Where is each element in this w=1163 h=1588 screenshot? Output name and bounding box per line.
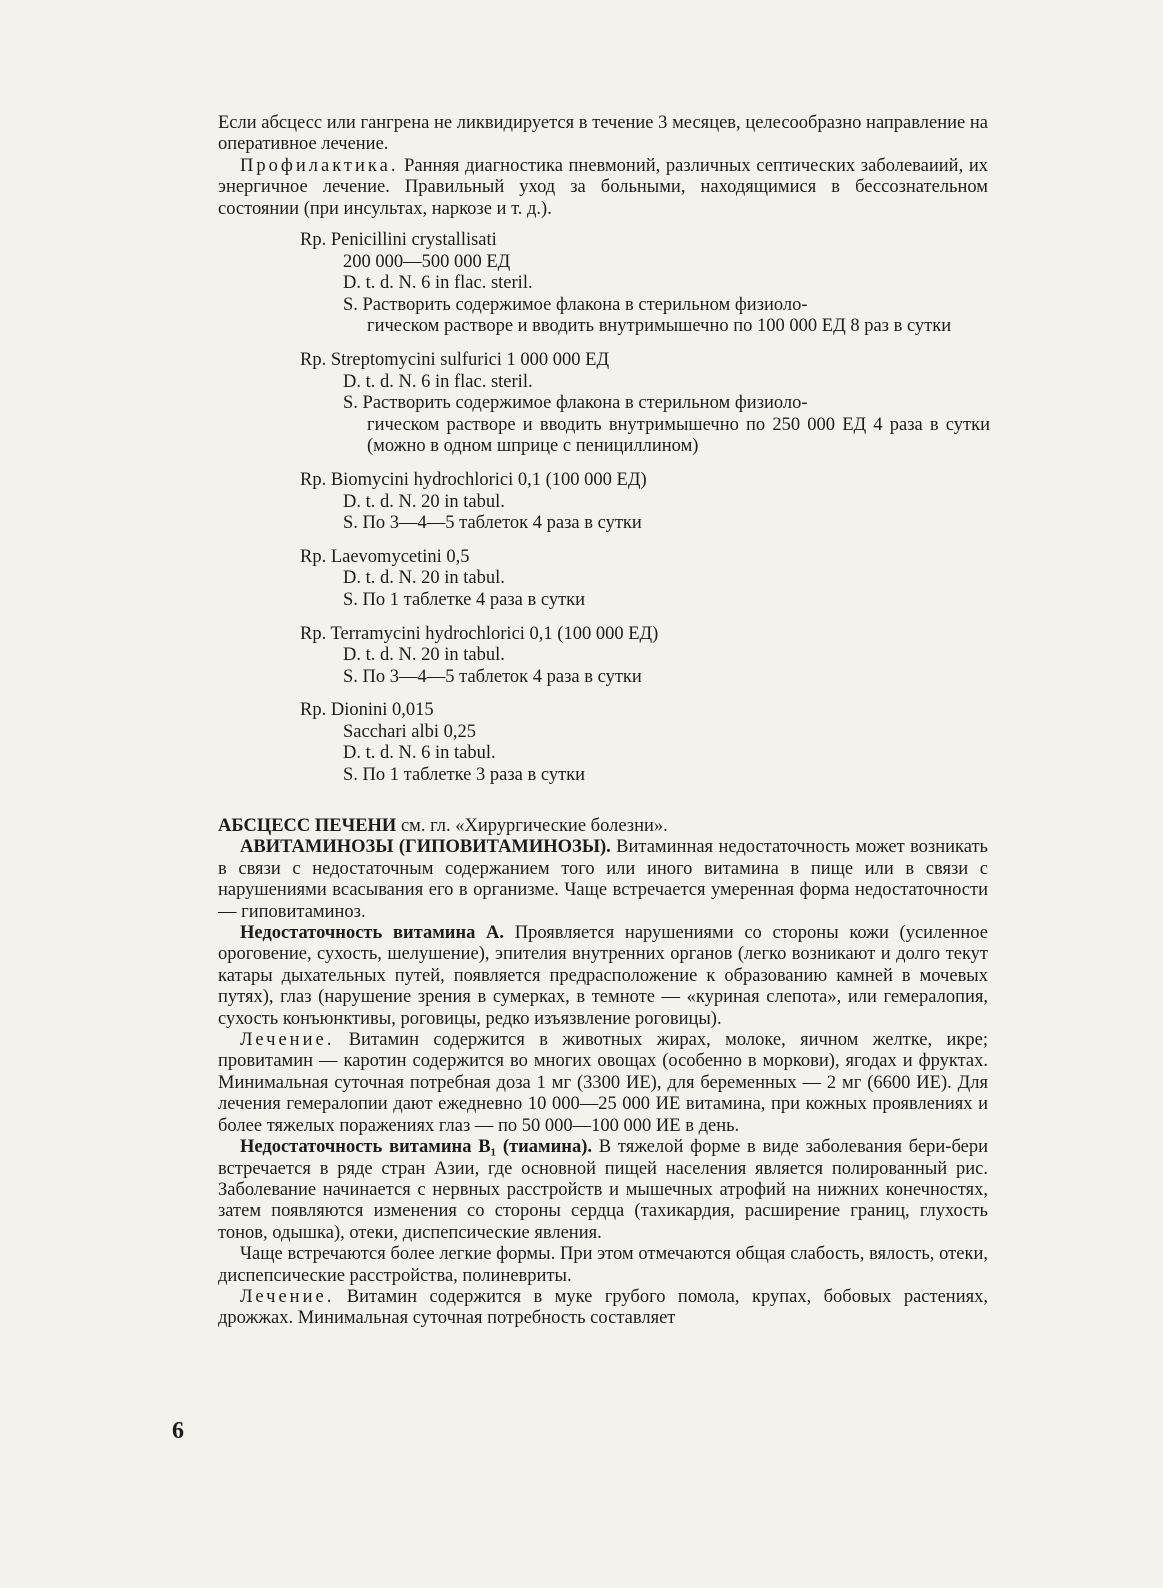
treatment-label: Лечение.	[240, 1030, 335, 1051]
avitaminosis-heading: АВИТАМИНОЗЫ (ГИПОВИТАМИНОЗЫ).	[240, 837, 611, 858]
rx-sig-rest: гическом растворе и вводить внутримышечно по 100 000 ЕД 8 раз в сутки	[367, 316, 952, 337]
rx-line: Sacchari albi 0,25	[343, 721, 477, 742]
prescription-terramycin	[300, 624, 990, 689]
vitamin-a-heading: Недостаточность витамина А.	[240, 923, 505, 944]
rx-sig-first: S. Растворить содержимое флакона в стерильном физиоло-	[343, 294, 808, 315]
prescriptions-list	[300, 230, 990, 799]
rx-line: Rp. Terramycini hydrochlorici 0,1 (100 000 ЕД)	[300, 623, 659, 644]
rx-line: D. t. d. N. 6 in flac. steril.	[343, 273, 533, 294]
main-text	[218, 816, 988, 1330]
rx-signature	[300, 393, 990, 458]
treatment-b1-text: Витамин содержится в муке грубого помола, крупах, бобовых растениях, дрожжах. Минимальная суточная потребность составляет	[218, 1286, 988, 1329]
treatment-b1-paragraph	[218, 1287, 988, 1330]
rx-signature: S. По 1 таблетке 4 раза в сутки	[343, 589, 586, 610]
rx-line: Rp. Streptomycini sulfurici 1 000 000 ЕД	[300, 349, 610, 370]
prescription-biomycin	[300, 470, 990, 535]
rx-line: D. t. d. N. 6 in flac. steril.	[343, 371, 533, 392]
avitaminosis-paragraph	[218, 837, 988, 923]
rx-sig-rest: гическом растворе и вводить внутримышечно по 250 000 ЕД 4 раза в сутки (можно в одном шприце с пенициллином)	[367, 414, 990, 457]
page-number: 6	[172, 1418, 184, 1444]
rx-line: Rp. Biomycini hydrochlorici 0,1 (100 000 ЕД)	[300, 469, 647, 490]
rx-line: Rp. Laevomycetini 0,5	[300, 546, 470, 567]
vitamin-b1-heading: Недостаточность витамина В₁ (тиамина).	[240, 1137, 593, 1158]
vitamin-b1-paragraph	[218, 1137, 988, 1244]
rx-line: D. t. d. N. 6 in tabul.	[343, 743, 496, 764]
treatment-a-text: Витамин содержится в животных жирах, молоке, яичном желтке, икре; провитамин — каротин содержится во многих овощах (особенно в моркови), ягодах и фруктах. Минимальная суточная потребная доза 1 мг (3300 ИЕ), для беременных — 2 мг (6600 ИЕ). Для лечения гемералопии дают ежедневно 10 000—25 000 ИЕ витамина, при кожных проявлениях и более тяжелых поражениях глаз — по 50 000—100 000 ИЕ в день.	[218, 1030, 988, 1136]
rx-signature: S. По 3—4—5 таблеток 4 раза в сутки	[343, 513, 642, 534]
treatment-a-paragraph	[218, 1030, 988, 1137]
prescription-penicillin	[300, 230, 990, 338]
abscess-heading: АБСЦЕСС ПЕЧЕНИ	[218, 816, 397, 836]
vitamin-a-text: Проявляется нарушениями со стороны кожи (усиленное ороговение, сухость, шелушение), эпителия внутренних органов (легко возникают и долго текут катары дыхательных путей, появляется предрасположение к образованию камней в мочевых путях), глаз (нарушение зрения в сумерках, в темноте — «куриная слепота», или гемералопия, сухость конъюнктивы, роговицы, редко изъязвление роговицы).	[218, 923, 988, 1029]
treatment-label: Лечение.	[240, 1286, 335, 1307]
rx-signature	[300, 295, 990, 338]
rx-line: Rp. Penicillini crystallisati	[300, 230, 497, 250]
prescription-dionin	[300, 700, 990, 786]
prescription-streptomycin	[300, 350, 990, 458]
rx-line: D. t. d. N. 20 in tabul.	[343, 568, 505, 589]
b1-mild-paragraph: Чаще встречаются более легкие формы. При этом отмечаются общая слабость, вялость, отеки, диспепсические расстройства, полиневриты.	[218, 1244, 988, 1286]
vitamin-b1-text: В тяжелой форме в виде заболевания бери-бери встречается в ряде стран Азии, где основной пищей населения является полированный рис. Заболевание начинается с нервных расстройств и мышечных атрофий на нижних конечностях, затем появляются изменения со стороны сердца (тахикардия, расширение границ, глухость тонов, одышка), отеки, диспепсические явления.	[218, 1137, 988, 1243]
rx-line: D. t. d. N. 20 in tabul.	[343, 491, 505, 512]
prophylaxis-paragraph	[218, 156, 988, 220]
prophylaxis-label: Профилактика.	[240, 155, 399, 176]
rx-signature: S. По 3—4—5 таблеток 4 раза в сутки	[343, 666, 642, 687]
abscess-liver-paragraph	[218, 816, 988, 837]
avitaminosis-text: Витаминная недостаточность может возникать в связи с недостаточным содержанием того или иного витамина в пище или в связи с нарушениями всасывания его в организме. Чаще встречается умеренная форма недостаточности — гиповитаминоз.	[218, 837, 988, 922]
prophylaxis-text: Ранняя диагностика пневмоний, различных септических заболеваиий, их энергичное лечение. Правильный уход за больными, находящимися в бессознательном состоянии (при инсультах, наркозе и т. д.).	[218, 155, 988, 219]
intro-paragraph: Если абсцесс или гангрена не ликвидируется в течение 3 месяцев, целесообразно направление на оперативное лечение.	[218, 113, 988, 155]
rx-line: 200 000—500 000 ЕД	[343, 251, 511, 272]
rx-line: Rp. Dionini 0,015	[300, 700, 434, 721]
intro-block	[218, 113, 988, 220]
vitamin-a-paragraph	[218, 923, 988, 1030]
rx-sig-first: S. Растворить содержимое флакона в стерильном физиоло-	[343, 393, 808, 414]
rx-line: D. t. d. N. 20 in tabul.	[343, 645, 505, 666]
abscess-text: см. гл. «Хирургические болезни».	[396, 816, 668, 836]
rx-signature: S. По 1 таблетке 3 раза в сутки	[343, 765, 586, 786]
prescription-laevomycetin	[300, 547, 990, 612]
